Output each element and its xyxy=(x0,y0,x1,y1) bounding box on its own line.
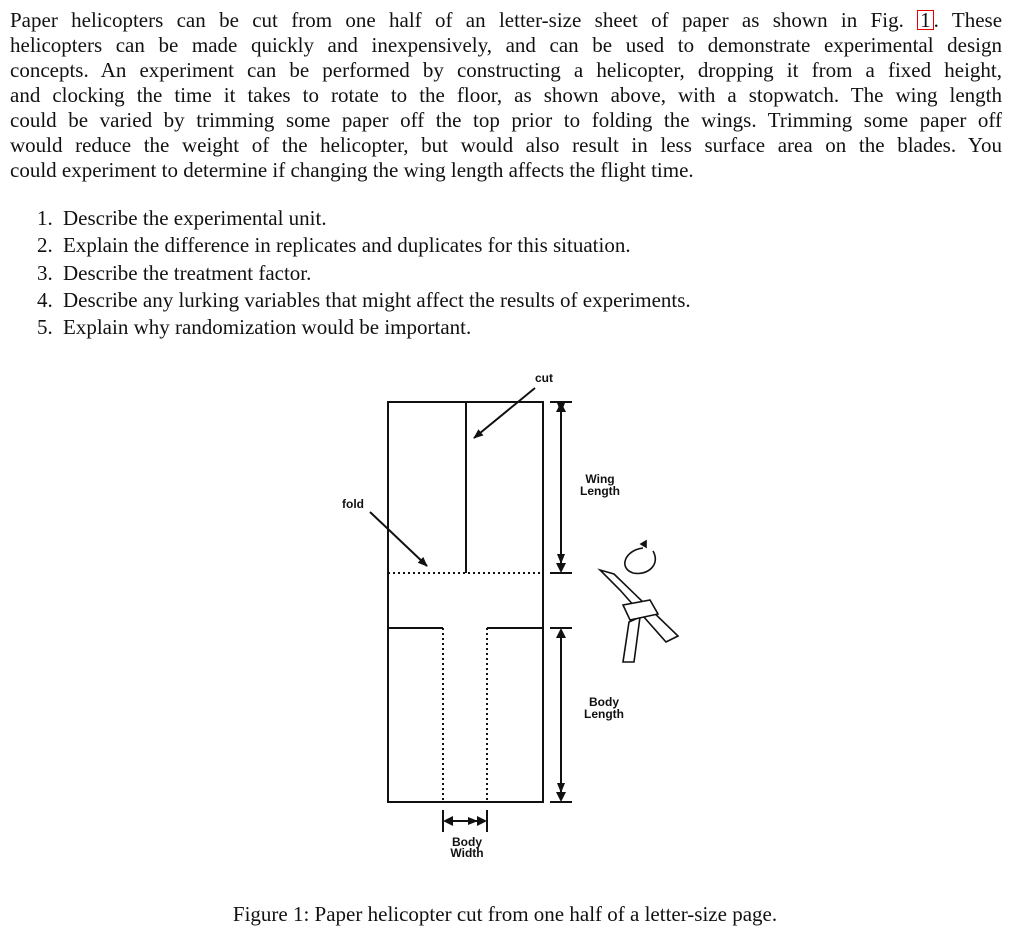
wing-length-label: Wing xyxy=(585,472,615,486)
svg-text:Length: Length xyxy=(584,707,624,721)
question-item: 3. Describe the treatment factor. xyxy=(37,260,312,285)
svg-text:Width: Width xyxy=(450,846,484,860)
fold-arrow xyxy=(370,512,427,566)
question-item: 4. Describe any lurking variables that might affect the results of experiments. xyxy=(37,287,691,312)
body-length-label: Body xyxy=(589,695,619,709)
helicopter-sketch-icon xyxy=(600,541,678,662)
svg-text:Length: Length xyxy=(580,484,620,498)
fold-label: fold xyxy=(342,497,364,511)
question-item: 1. Describe the experimental unit. xyxy=(37,206,327,230)
figure-caption: Figure 1: Paper helicopter cut from one half of a letter-size page. xyxy=(232,902,778,926)
question-item: 2. Explain the difference in replicates and duplicates for this situation. xyxy=(37,233,631,258)
paragraph-line: Paper helicopters can be cut from one half of an letter-size sheet of paper as shown in Fig. 1 . These xyxy=(10,8,1003,32)
figure-reference-link[interactable]: 1 xyxy=(917,10,934,30)
paragraph-line: and clocking the time it takes to rotate to the floor, as shown above, with a stopwatch. The wing length xyxy=(10,83,1002,107)
paragraph-line: could be varied by trimming some paper off the top prior to folding the wings. Trimming some paper off xyxy=(10,108,1002,132)
paragraph-line: concepts. An experiment can be performed by constructing a helicopter, dropping it from a fixed height, xyxy=(10,58,1002,82)
paragraph-line: could experiment to determine if changing the wing length affects the flight time. xyxy=(10,158,694,182)
cut-label: cut xyxy=(535,371,553,385)
cut-arrow xyxy=(474,388,535,438)
paragraph-line: helicopters can be made quickly and inexpensively, and can be used to demonstrate experimental design xyxy=(10,33,1002,57)
paragraph-line: would reduce the weight of the helicopter, but would also result in less surface area on the blades. You xyxy=(10,133,1002,157)
question-item: 5. Explain why randomization would be important. xyxy=(37,315,472,340)
body-width-label: Body xyxy=(452,835,482,849)
